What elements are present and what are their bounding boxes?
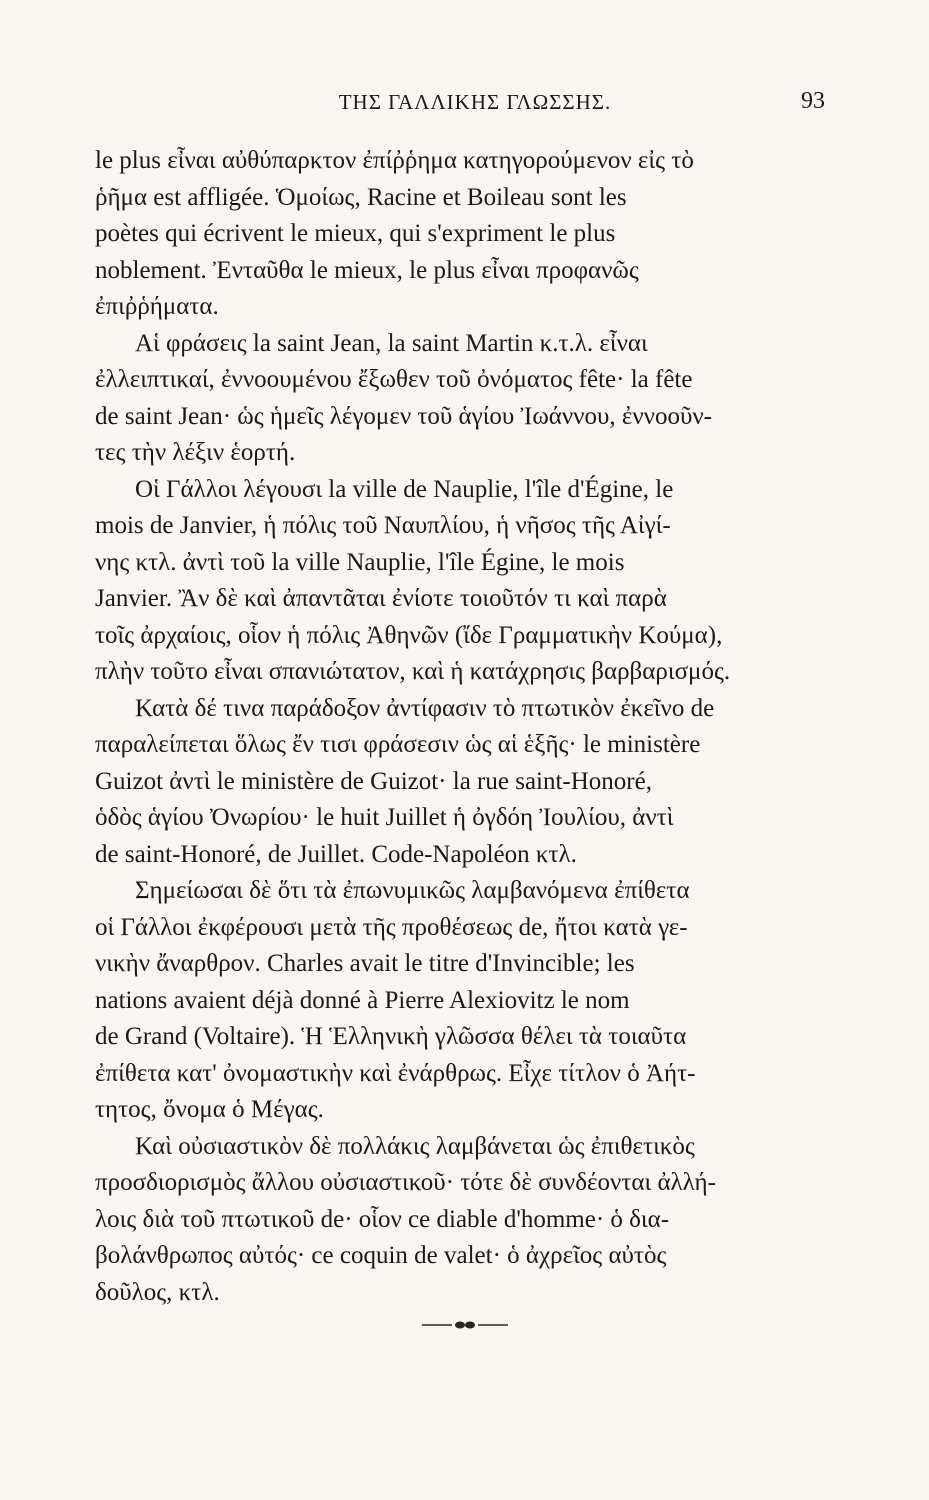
page-header <box>95 88 825 118</box>
text-line: ἐπιῤῥήματα. <box>95 293 219 320</box>
text-line: ἐλλειπτικαί, ἐννοουμένου ἔξωθεν τοῦ ὀνόματος fête· la fête <box>95 366 693 393</box>
text-line: de saint-Honoré, de Juillet. Code-Napoléon κτλ. <box>95 840 577 868</box>
ornament-rule-icon <box>420 1318 510 1332</box>
text-line: poètes qui écrivent le mieux, qui s'expriment le plus <box>95 220 616 247</box>
text-line: noblement. Ἐνταῦθα le mieux, le plus εἶναι προφανῶς <box>95 256 639 284</box>
section-end-ornament <box>0 1318 929 1337</box>
text-line: παραλείπεται ὅλως ἔν τισι φράσεσιν ὡς αἱ ἑξῆς· le ministère <box>95 731 701 758</box>
text-line: οἱ Γάλλοι ἐκφέρουσι μετὰ τῆς προθέσεως de, ἤτοι κατὰ γε- <box>95 913 688 941</box>
text-line: προσδιορισμὸς ἄλλου οὐσιαστικοῦ· τότε δὲ συνδέονται ἀλλή- <box>95 1169 716 1196</box>
text-line: λοις διὰ τοῦ πτωτικοῦ de· οἷον ce diable d'homme· ὁ δια- <box>95 1205 670 1233</box>
text-line: nations avaient déjà donné à Pierre Alexiovitz le nom <box>95 986 630 1014</box>
text-line: Guizot ἀντὶ le ministère de Guizot· la rue saint-Honoré, <box>95 767 652 795</box>
text-line: le plus εἶναι αὐθύπαρκτον ἐπίῤῥημα κατηγορούμενον εἰς τὸ <box>95 147 694 174</box>
text-line: de Grand (Voltaire). Ἡ Ἑλληνικὴ γλῶσσα θέλει τὰ τοιαῦτα <box>95 1023 687 1050</box>
text-line: βολάνθρωπος αὐτός· ce coquin de valet· ὁ ἀχρεῖος αὐτὸς <box>95 1242 667 1269</box>
text-line: ῥῆμα est affligée. Ὁμοίως, Racine et Boileau sont les <box>95 183 627 211</box>
paragraph-start-line: Αἱ φράσεις la saint Jean, la saint Martin κ.τ.λ. εἶναι <box>135 329 648 357</box>
text-line: τες τὴν λέξιν ἑορτή. <box>95 439 296 466</box>
text-line: τητος, ὄνομα ὁ Μέγας. <box>95 1096 324 1123</box>
text-line: de saint Jean· ὡς ἡμεῖς λέγομεν τοῦ ἁγίου Ἰωάννου, ἐννοοῦν- <box>95 402 712 430</box>
page-body <box>95 143 775 1311</box>
paragraph-start-line: Σημείωσαι δὲ ὅτι τὰ ἐπωνυμικῶς λαμβανόμενα ἐπίθετα <box>135 877 690 904</box>
page-number: 93 <box>801 88 825 114</box>
text-line: νης κτλ. ἀντὶ τοῦ la ville Nauplie, l'île Égine, le mois <box>95 548 625 576</box>
text-line: mois de Janvier, ἡ πόλις τοῦ Ναυπλίου, ἡ νῆσος τῆς Αἰγί- <box>95 512 671 539</box>
text-line: νικὴν ἄναρθρον. Charles avait le titre d'Invincible; les <box>95 950 635 977</box>
text-line: τοῖς ἀρχαίοις, οἷον ἡ πόλις Ἀθηνῶν (ἴδε Γραμματικὴν Κούμα), <box>95 621 723 649</box>
text-line: δοῦλος, κτλ. <box>95 1278 220 1306</box>
text-line: ἐπίθετα κατ' ὀνομαστικὴν καὶ ἐνάρθρως. Εἶχε τίτλον ὁ Ἀήτ- <box>95 1059 696 1087</box>
text-line: Janvier. Ἂν δὲ καὶ ἀπαντᾶται ἐνίοτε τοιοῦτόν τι καὶ παρὰ <box>95 585 667 612</box>
running-title: ΤΗΣ ΓΑΛΛΙΚΗΣ ΓΛΩΣΣΗΣ. <box>338 90 612 114</box>
paragraph-start-line: Κατὰ δέ τινα παράδοξον ἀντίφασιν τὸ πτωτικὸν ἐκεῖνο de <box>135 694 715 722</box>
text-line: ὁδὸς ἁγίου Ὀνωρίου· le huit Juillet ἡ ὀγδόη Ἰουλίου, ἀντὶ <box>95 804 674 831</box>
paragraph-start-line: Οἱ Γάλλοι λέγουσι la ville de Nauplie, l'île d'Égine, le <box>135 475 674 503</box>
text-line: πλὴν τοῦτο εἶναι σπανιώτατον, καὶ ἡ κατάχρησις βαρβαρισμός. <box>95 658 731 685</box>
paragraph-start-line: Καὶ οὐσιαστικὸν δὲ πολλάκις λαμβάνεται ὡς ἐπιθετικὸς <box>135 1132 695 1160</box>
